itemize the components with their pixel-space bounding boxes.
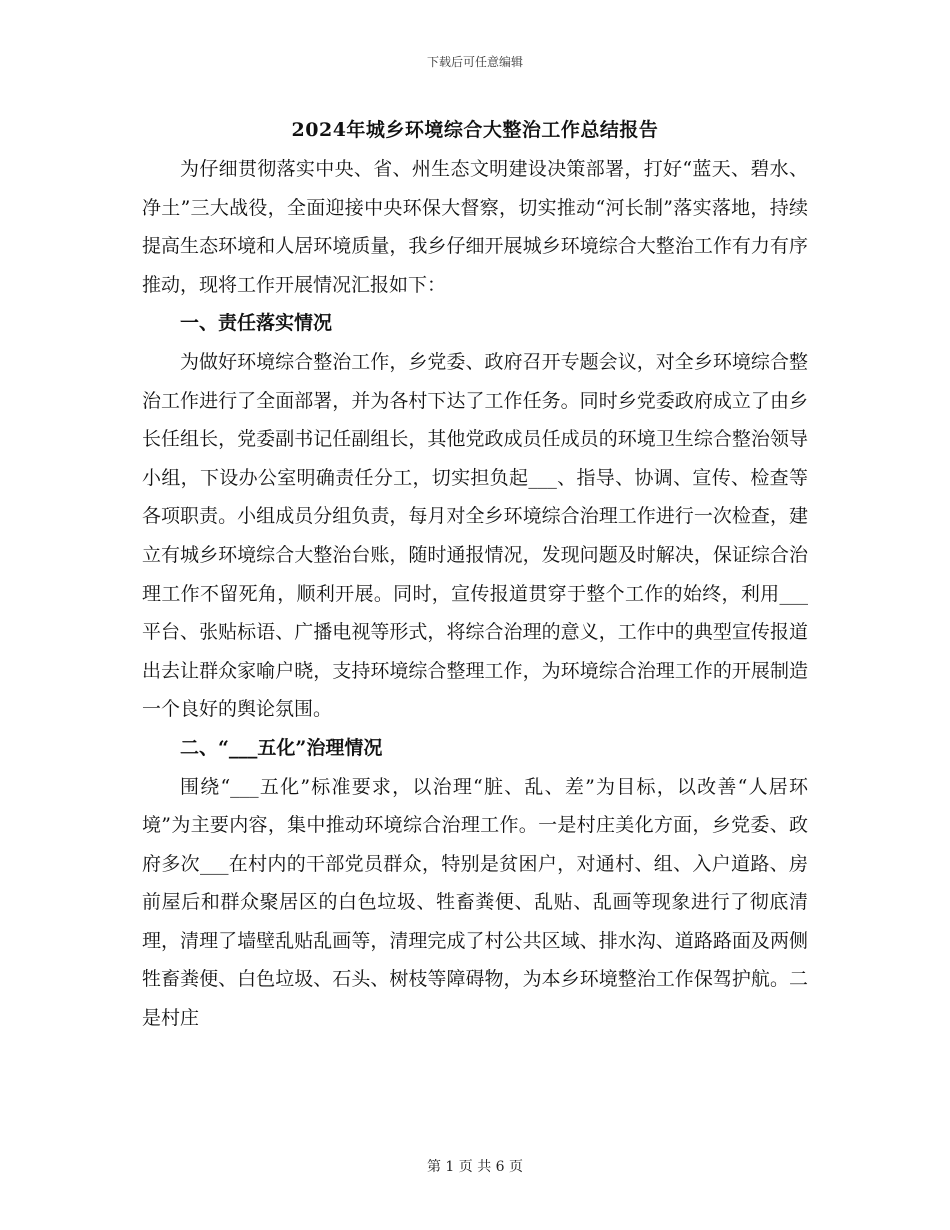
document-title: 2024年城乡环境综合大整治工作总结报告: [291, 119, 659, 141]
document-body: [142, 150, 808, 1038]
intro-paragraph: 为仔细贯彻落实中央、省、州生态文明建设决策部署，打好“蓝天、碧水、净土”三大战役，全面迎接中央环保大督察，切实推动“河长制”落实落地，持续提高生态环境和人居环境质量，我乡仔细开展城乡环境综合大整治工作有力有序推动，现将工作开展情况汇报如下：: [142, 158, 808, 296]
page-number: 第 1 页 共 6 页: [426, 1159, 524, 1175]
header-note: 下载后可任意编辑: [426, 55, 523, 69]
section-body-governance: 围绕“___五化”标准要求，以治理“脏、乱、差”为目标，以改善“人居环境”为主要内容，集中推动环境综合治理工作。一是村庄美化方面，乡党委、政府多次___在村内的干部党员群众，特别是贫困户，对通村、组、入户道路、房前屋后和群众聚居区的白色垃圾、牲畜粪便、乱贴、乱画等现象进行了彻底清理，清理了墙壁乱贴乱画等，清理完成了村公共区域、排水沟、道路路面及两侧牲畜粪便、白色垃圾、石头、树枝等障碍物，为本乡环境整治工作保驾护航。二是村庄: [142, 775, 808, 1030]
section-heading-governance: 二、“___五化”治理情况: [180, 736, 383, 759]
section-body-responsibility: 为做好环境综合整治工作，乡党委、政府召开专题会议，对全乡环境综合整治工作进行了全面部署，并为各村下达了工作任务。同时乡党委政府成立了由乡长任组长，党委副书记任副组长，其他党政成员任成员的环境卫生综合整治领导小组，下设办公室明确责任分工，切实担负起___、指导、协调、宣传、检查等各项职责。小组成员分组负责，每月对全乡环境综合治理工作进行一次检查，建立有城乡环境综合大整治台账，随时通报情况，发现问题及时解决，保证综合治理工作不留死角，顺利开展。同时，宣传报道贯穿于整个工作的始终，利用___平台、张贴标语、广播电视等形式，将综合治理的意义，工作中的典型宣传报道出去让群众家喻户晓，支持环境综合整理工作，为环境综合治理工作的开展制造一个良好的舆论氛围。: [142, 350, 808, 721]
section-heading-responsibility: 一、责任落实情况: [180, 312, 333, 335]
